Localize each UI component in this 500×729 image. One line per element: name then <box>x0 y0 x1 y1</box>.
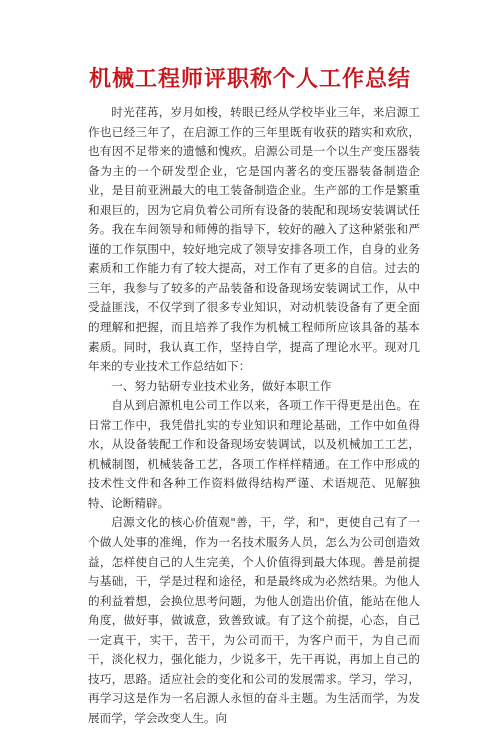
paragraph-core-values: 启源文化的核心价值观"善，干，学，和"，更使自己有了一个做人处事的准绳，作为一名技术服务人员，怎么为公司创造效益，怎样使自己的人生完美，个人价值得到最大体现。善是前提与基础，干，学是过程和途径，和是最终成为必然结果。为他人的利益着想，会换位思考问题，为他人创造出价值，能站在他人角度，做好事，做诚意，致善致诚。有了这个前提，心态，自己一定真干，实干，苦干，为公司而干，为客户而干，为自己而干，淡化权力，强化能力，少说多干，先干再说，再加上自己的技巧，思路。适应社会的变化和公司的发展需求。学习，学习，再学习这是作为一名启源人永恒的奋斗主题。为生活而学，为发展而学，学会改变人生。向 <box>88 515 420 725</box>
document-title: 机械工程师评职称个人工作总结 <box>88 67 411 92</box>
document-body <box>88 103 420 729</box>
paragraph-intro: 时光荏苒，岁月如梭，转眼已经从学校毕业三年，来启源工作也已经三年了，在启源工作的三年里既有收获的踏实和欢欣，也有因不足带来的遗憾和愧疚。启源公司是一个以生产变压器装备为主的一个研发型企业，它是国内著名的变压器装备制造企业，是目前亚洲最大的电工装备制造企业。生产部的工作是繁重和艰巨的，因为它肩负着公司所有设备的装配和现场安装调试任务。我在车间领导和师傅的指导下，较好的融入了这种紧张和严谨的工作氛围中，较好地完成了领导安排各项工作，自身的业务素质和工作能力有了较大提高，对工作有了更多的自信。过去的三年，我参与了较多的产品装备和设备现场安装调试工作，从中受益匪浅，不仅学到了很多专业知识，对动机装设备有了更全面的理解和把握，而且培养了我作为机械工程师所应该具备的基本素质。同时，我认真工作，坚持自学，提高了理论水平。现对几年来的专业技术工作总结如下： <box>88 105 420 374</box>
section-heading: 一、努力钻研专业技术业务，做好本职工作 <box>111 378 332 393</box>
paragraph-section-1: 自从到启源机电公司工作以来，各项工作干得更是出色。在日常工作中，我凭借扎实的专业知识和理论基础，工作中如鱼得水，从设备装配工作和设备现场安装调试，以及机械加工工艺，机械制图，机械装备工艺，各项工作样样精通。在工作中形成的技术性文件和各种工作资料做得结构严谨、术语规范、见解独特、论断精辟。 <box>88 398 420 510</box>
